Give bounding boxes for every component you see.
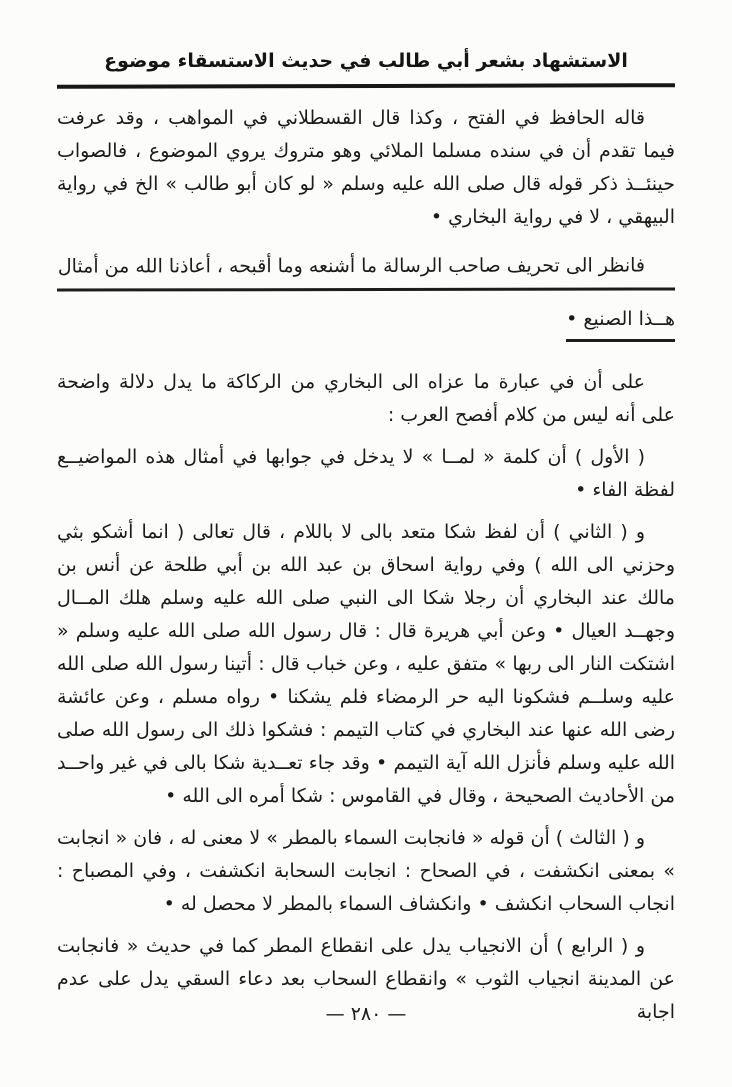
paragraph-4-first-point: ( الأول ) أن كلمة « لمــا » لا يدخل في جوابها في أمثال هذه المواضيــع لفظة الفاء • (57, 446, 675, 501)
emphasized-line-2-wrap (57, 303, 675, 342)
page-title: الاستشهاد بشعر أبي طالب في حديث الاستسقاء موضوع (104, 50, 628, 72)
paragraph-3: على أن في عبارة ما عزاه الى البخاري من الركاكة ما يدل دلالة واضحة على أنه ليس من كلام أفصح العرب : (57, 371, 675, 426)
page-body (57, 102, 675, 1029)
paragraph-1: قاله الحافظ في الفتح ، وكذا قال القسطلاني في المواهب ، وقد عرفت فيما تقدم أن في سنده مسلما الملائي وهو متروك يروي الموضوع ، فالصواب حينئــذ ذكر قوله قال صلى الله عليه وسلم « لو كان أبو طالب » الخ في رواية البيهقي ، لا في رواية البخاري • (57, 107, 675, 228)
paragraph-7-fourth-point: و ( الرابع ) أن الانجياب يدل على انقطاع المطر كما في حديث « فانجابت عن المدينة انجياب الثوب » وانقطاع السحاب بعد دعاء السقي يدل على عدم اجابة (57, 935, 675, 1023)
page-number: — ٢٨٠ — (325, 1003, 407, 1025)
emphasized-line-2: هــذا الصنيع • (566, 303, 675, 342)
title-divider-rule (57, 83, 675, 89)
paragraph-5-second-point: و ( الثاني ) أن لفظ شكا متعد بالى لا باللام ، قال تعالى ( انما أشكو بثي وحزني الى الله ) وفي رواية اسحاق بن عبد الله بن أبي طلحة عن أنس بن مالك عند البخاري أن رجلا شكا الى النبي صلى الله عليه وسلم هلك المــال وجهــد العيال • وعن أبي هريرة قال : قال رسول الله صلى الله عليه وسلم « اشتكت النار الى ربها » متفق عليه ، وعن خباب قال : أتينا رسول الله صلى الله عليه وسلــم فشكونا اليه حر الرمضاء فلم يشكنا • رواه مسلم ، وعن عائشة رضى الله عنها عند البخاري في كتاب التيمم : فشكوا ذلك الى رسول الله صلى الله عليه وسلم فأنزل الله آية التيمم • وقد جاء تعــدية شكا بالى في غير واحــد من الأحاديث الصحيحة ، وقال في القاموس : شكا أمره الى الله • (57, 521, 675, 807)
paragraph-6-third-point: و ( الثالث ) أن قوله « فانجابت السماء بالمطر » لا معنى له ، فان « انجابت » بمعنى انكشفت ، في الصحاح : انجابت السحابة انكشفت ، وفي المصباح : انجاب السحاب انكشف • وانكشاف السماء بالمطر لا محصل له • (57, 827, 675, 915)
emphasized-line-1: فانظر الى تحريف صاحب الرسالة ما أشنعه وما أقبحه ، أعاذنا الله من أمثال (57, 249, 675, 291)
